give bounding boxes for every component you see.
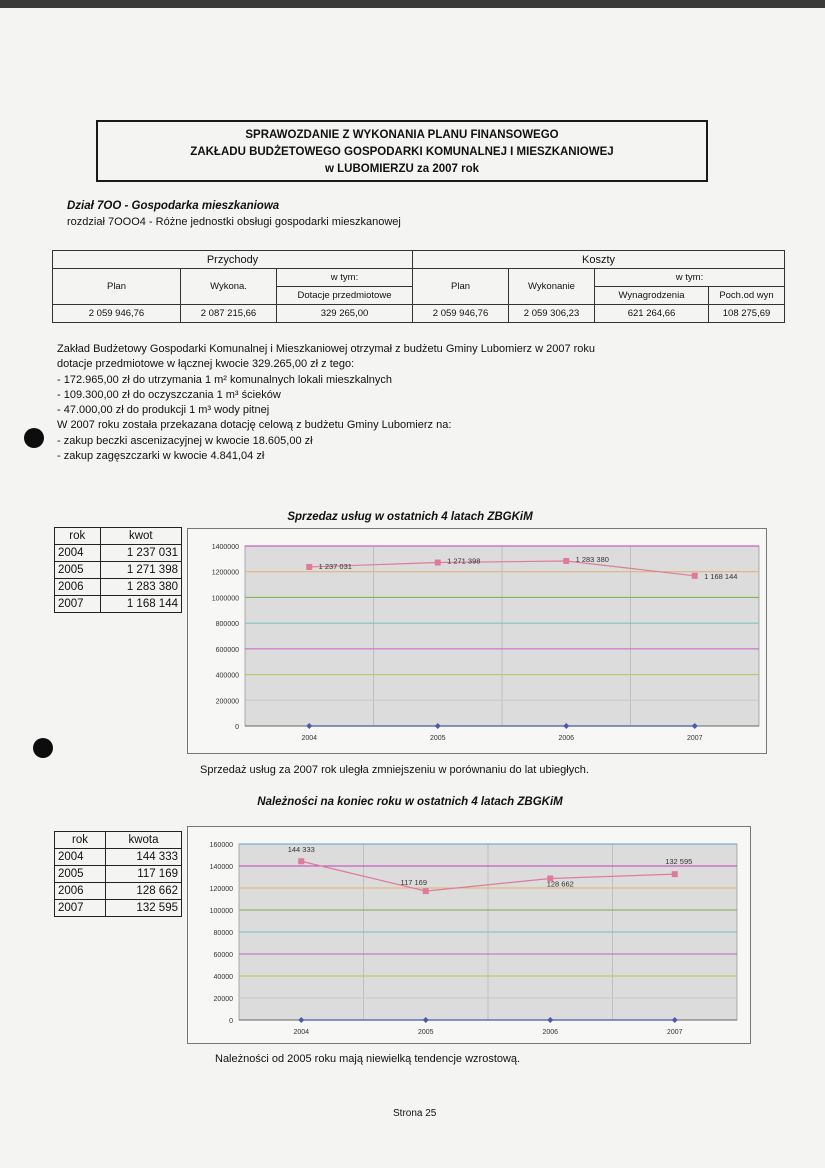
sales-year: 2005 [55, 562, 101, 579]
x-tick-label: 2006 [558, 735, 575, 742]
data-label: 1 168 144 [704, 571, 738, 581]
col-wykonanie: Wykonanie [509, 269, 595, 305]
data-label: 117 169 [400, 878, 428, 888]
report-title-line-3: w LUBOMIERZU za 2007 rok [324, 163, 479, 175]
data-point [298, 858, 304, 864]
receivables-year: 2004 [55, 849, 106, 866]
sales-chart [187, 528, 767, 754]
report-title-line-1: SPRAWOZDANIE Z WYKONANIA PLANU FINANSOWEGO [245, 129, 559, 141]
y-tick-label: 400000 [215, 672, 239, 680]
y-tick-label: 140000 [209, 864, 233, 871]
paragraph-line: - 47.000,00 zł do produkcji 1 m³ wody pitnej [57, 404, 270, 417]
value-plan-1: 2 059 946,76 [53, 305, 181, 323]
data-point [672, 871, 678, 877]
y-tick-label: 1200000 [211, 569, 239, 577]
sales-table [54, 527, 182, 613]
finance-table [52, 250, 785, 323]
chart2-caption: Należności od 2005 roku mają niewielką tendencje wzrostową. [215, 1053, 521, 1065]
y-tick-label: 120000 [209, 886, 233, 893]
receivables-amount: 144 333 [105, 849, 181, 866]
paragraph-line: W 2007 roku została przekazana dotację celową z budżetu Gminy Lubomierz na: [57, 419, 452, 432]
sales-table-header-kwota: kwot [100, 528, 181, 545]
punch-hole-top [24, 428, 44, 448]
data-point [435, 560, 441, 566]
data-label: 1 237 031 [318, 561, 352, 571]
y-tick-label: 20000 [213, 996, 233, 1003]
w-tym-1: w tym: [277, 269, 413, 287]
paragraph-line: dotacje przedmiotowe w łącznej kwocie 329.265,00 zł z tego: [57, 358, 355, 371]
paragraph-line: - 109.300,00 zł do oczyszczania 1 m³ ścieków [57, 388, 281, 401]
section-dzial: Dział 7OO - Gospodarka mieszkaniowa [67, 200, 280, 212]
data-point [692, 573, 698, 579]
sales-amount: 1 283 380 [100, 579, 181, 596]
sales-year: 2004 [55, 545, 101, 562]
sales-amount: 1 168 144 [100, 596, 181, 613]
header-przychody: Przychody [53, 251, 413, 269]
receivables-table [54, 831, 182, 917]
value-wykona: 2 087 215,66 [181, 305, 277, 323]
table-row [55, 866, 182, 883]
value-wynagrodzenia: 621 264,66 [595, 305, 709, 323]
x-tick-label: 2005 [417, 1029, 434, 1036]
y-tick-label: 1000000 [211, 595, 239, 603]
sales-amount: 1 271 398 [100, 562, 181, 579]
data-point [563, 558, 569, 564]
receivables-year: 2007 [55, 900, 106, 917]
col-dotacje: Dotacje przedmiotowe [277, 287, 413, 305]
chart1-caption: Sprzedaż usług za 2007 rok uległa zmniejszeniu w porównaniu do lat ubiegłych. [200, 764, 589, 776]
table-row [55, 883, 182, 900]
sales-year: 2006 [55, 579, 101, 596]
table-row [55, 596, 182, 613]
y-tick-label: 80000 [213, 930, 233, 937]
receivables-amount: 132 595 [105, 900, 181, 917]
document-page [0, 8, 825, 1168]
data-label: 1 271 398 [447, 556, 481, 566]
section-rozdzial: rozdział 7OOO4 - Różne jednostki obsługi gospodarki mieszkanowej [67, 216, 401, 228]
w-tym-2: w tym: [595, 269, 785, 287]
receivables-table-header-rok: rok [55, 832, 106, 849]
y-tick-label: 800000 [215, 621, 239, 629]
x-tick-label: 2007 [666, 1029, 683, 1036]
data-label: 1 283 380 [575, 554, 609, 564]
header-koszty: Koszty [413, 251, 785, 269]
x-tick-label: 2006 [542, 1029, 559, 1036]
x-tick-label: 2005 [429, 735, 446, 742]
data-label: 128 662 [546, 879, 574, 889]
data-point [306, 564, 312, 570]
paragraph-line: - 172.965,00 zł do utrzymania 1 m² komunalnych lokali mieszkalnych [57, 373, 393, 386]
y-tick-label: 0 [229, 1018, 233, 1025]
col-plan-2: Plan [413, 269, 509, 305]
receivables-year: 2006 [55, 883, 106, 900]
x-tick-label: 2004 [293, 1029, 310, 1036]
x-tick-label: 2007 [686, 735, 703, 742]
data-label: 132 595 [665, 857, 693, 867]
col-wykona: Wykona. [181, 269, 277, 305]
report-title-line-2: ZAKŁADU BUDŻETOWEGO GOSPODARKI KOMUNALNEJ I MIESZKANIOWEJ [190, 146, 614, 158]
body-paragraph [57, 342, 757, 464]
receivables-year: 2005 [55, 866, 106, 883]
page-number: Strona 25 [393, 1108, 437, 1119]
value-plan-2: 2 059 946,76 [413, 305, 509, 323]
col-plan-1: Plan [53, 269, 181, 305]
chart1-title: Sprzedaz usług w ostatnich 4 latach ZBGKiM [287, 511, 533, 523]
y-tick-label: 160000 [209, 842, 233, 849]
table-row [55, 900, 182, 917]
value-wykonanie: 2 059 306,23 [509, 305, 595, 323]
punch-hole-bottom [33, 738, 53, 758]
chart2-title: Należności na koniec roku w ostatnich 4 latach ZBGKiM [257, 796, 563, 808]
report-title-box [96, 120, 708, 182]
receivables-table-header-kwota: kwota [105, 832, 181, 849]
paragraph-line: Zakład Budżetowy Gospodarki Komunalnej i Mieszkaniowej otrzymał z budżetu Gminy Lubomierz w 2007 roku [57, 343, 596, 355]
value-dotacje: 329 265,00 [277, 305, 413, 323]
table-row [55, 579, 182, 596]
x-tick-label: 2004 [301, 735, 318, 742]
table-row [55, 545, 182, 562]
sales-year: 2007 [55, 596, 101, 613]
data-point [423, 888, 429, 894]
col-poch: Poch.od wyn [709, 287, 785, 305]
y-tick-label: 60000 [213, 952, 233, 959]
y-tick-label: 1400000 [211, 544, 239, 551]
y-tick-label: 0 [235, 724, 239, 731]
paragraph-line: - zakup beczki ascenizacyjnej w kwocie 18.605,00 zł [57, 434, 313, 447]
receivables-amount: 128 662 [105, 883, 181, 900]
data-label: 144 333 [287, 845, 315, 855]
table-row [55, 562, 182, 579]
receivables-chart [187, 826, 751, 1044]
table-row [55, 849, 182, 866]
y-tick-label: 200000 [215, 698, 239, 706]
y-tick-label: 100000 [209, 908, 233, 915]
value-poch: 108 275,69 [709, 305, 785, 323]
sales-table-header-rok: rok [55, 528, 101, 545]
col-wynagrodzenia: Wynagrodzenia [595, 287, 709, 305]
receivables-amount: 117 169 [105, 866, 181, 883]
y-tick-label: 600000 [215, 646, 239, 654]
sales-amount: 1 237 031 [100, 545, 181, 562]
y-tick-label: 40000 [213, 974, 233, 981]
paragraph-line: - zakup zagęszczarki w kwocie 4.841,04 zł [57, 450, 265, 463]
